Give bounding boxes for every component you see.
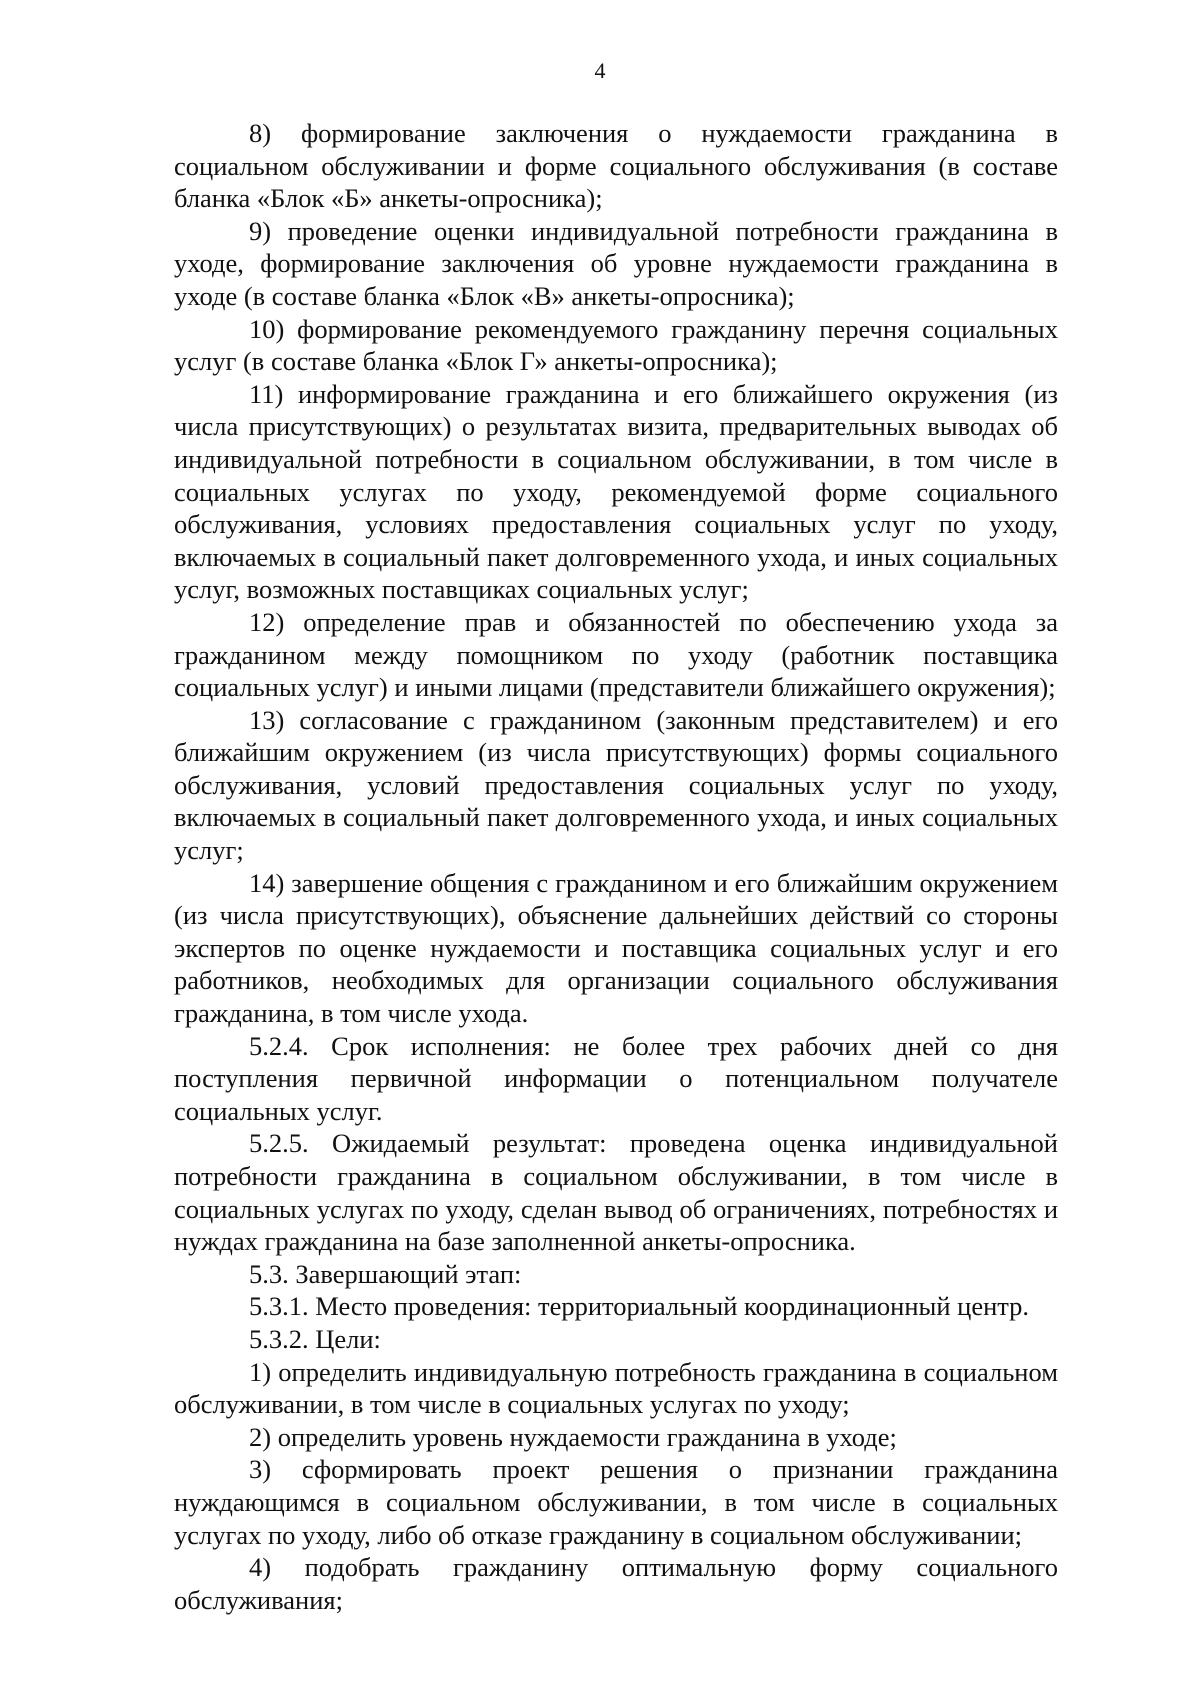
document-body <box>174 117 1058 1616</box>
paragraph-item-8: 8) формирование заключения о нуждаемости гражданина в социальном обслуживании и форме социального обслуживания (в составе бланка «Блок «Б» анкеты-опросника); <box>174 118 1058 214</box>
paragraph-item-13: 13) согласование с гражданином (законным представителем) и его ближайшим окружением (из числа присутствующих) формы социального обслуживания, условий предоставления социальных услуг по уходу, включаемых в социальный пакет долговременного ухода, и иных социальных услуг; <box>174 704 1058 866</box>
paragraph-item-11: 11) информирование гражданина и его ближайшего окружения (из числа присутствующих) о результатах визита, предварительных выводах об индивидуальной потребности в социальном обслуживании, в том числе в социальных услугах по уходу, рекомендуемой форме социального обслуживания, условиях предоставления социальных услуг по уходу, включаемых в социальный пакет долговременного ухода, и иных социальных услуг, возможных поставщиках социальных услуг; <box>174 378 1058 605</box>
paragraph-5-3-1: 5.3.1. Место проведения: территориальный координационный центр. <box>249 1291 1030 1322</box>
goal-item-1: 1) определить индивидуальную потребность гражданина в социальном обслуживании, в том числе в социальных услугах по уходу; <box>174 1356 1058 1420</box>
goal-item-4: 4) подобрать гражданину оптимальную форму социального обслуживания; <box>174 1552 1058 1615</box>
paragraph-item-9: 9) проведение оценки индивидуальной потребности гражданина в уходе, формирование заключения об уровне нуждаемости гражданина в уходе (в составе бланка «Блок «В» анкеты-опросника); <box>174 215 1058 311</box>
goal-item-3: 3) сформировать проект решения о признании гражданина нуждающимся в социальном обслуживании, в том числе в социальных услугах по уходу, либо об отказе гражданину в социальном обслуживании; <box>174 1454 1058 1550</box>
paragraph-5-3-2: 5.3.2. Цели: <box>249 1323 381 1354</box>
goal-item-2: 2) определить уровень нуждаемости гражданина в уходе; <box>249 1421 897 1452</box>
paragraph-5-2-4: 5.2.4. Срок исполнения: не более трех рабочих дней со дня поступления первичной информации о потенциальном получателе социальных услуг. <box>174 1030 1058 1126</box>
paragraph-5-2-5: 5.2.5. Ожидаемый результат: проведена оценка индивидуальной потребности гражданина в социальном обслуживании, в том числе в социальных услугах по уходу, сделан вывод об ограничениях, потребностях и нуждах гражданина на базе заполненной анкеты-опросника. <box>174 1128 1058 1257</box>
paragraph-item-12: 12) определение прав и обязанностей по обеспечению ухода за гражданином между помощником по уходу (работник поставщика социальных услуг) и иными лицами (представители ближайшего окружения); <box>174 606 1058 703</box>
paragraph-5-3-heading: 5.3. Завершающий этап: <box>249 1258 522 1289</box>
page-number: 4 <box>594 58 606 83</box>
paragraph-item-14: 14) завершение общения с гражданином и его ближайшим окружением (из числа присутствующих), объяснение дальнейших действий со стороны экспертов по оценке нуждаемости и поставщика социальных услуг и его работников, необходимых для организации социального обслуживания гражданина, в том числе ухода. <box>174 867 1058 1029</box>
paragraph-item-10: 10) формирование рекомендуемого гражданину перечня социальных услуг (в составе бланка «Блок Г» анкеты-опросника); <box>174 313 1058 377</box>
